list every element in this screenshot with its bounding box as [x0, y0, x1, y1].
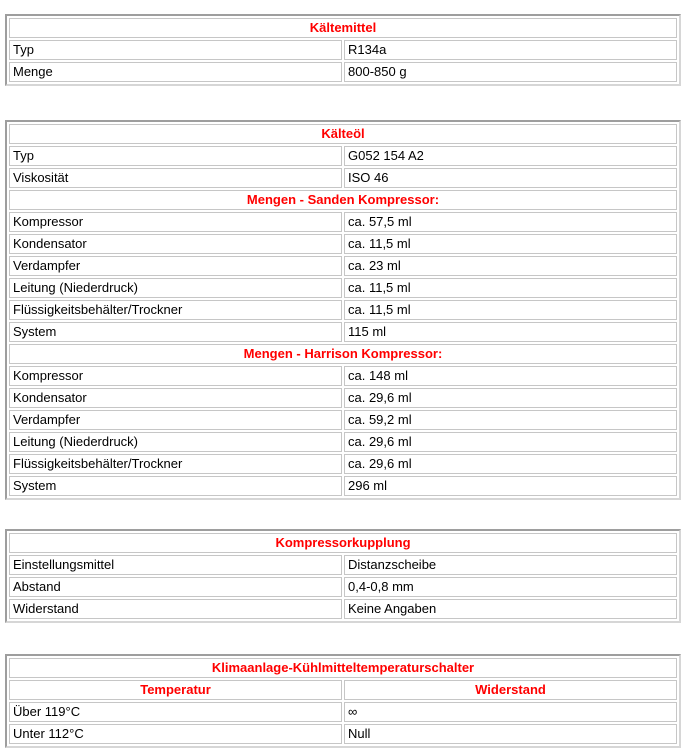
row-value: ca. 11,5 ml [344, 278, 677, 298]
table-row [9, 62, 677, 82]
row-label: Menge [9, 62, 342, 82]
row-label: Leitung (Niederdruck) [9, 278, 342, 298]
table-title-row [9, 18, 677, 38]
table-row [9, 476, 677, 496]
row-label: Kondensator [9, 234, 342, 254]
table-title-row [9, 533, 677, 553]
section-header-row [9, 190, 677, 210]
row-value: 296 ml [344, 476, 677, 496]
table-title: Kältemittel [9, 18, 677, 38]
row-label: Kondensator [9, 388, 342, 408]
table-kuehlmitteltemperaturschalter [5, 654, 681, 748]
row-label: Verdampfer [9, 256, 342, 276]
row-value: ca. 29,6 ml [344, 454, 677, 474]
table-row [9, 388, 677, 408]
table-row [9, 555, 677, 575]
row-value: ca. 29,6 ml [344, 432, 677, 452]
column-header-row [9, 680, 677, 700]
section-header: Mengen - Harrison Kompressor: [9, 344, 677, 364]
table-row [9, 212, 677, 232]
row-value: 0,4-0,8 mm [344, 577, 677, 597]
table-title: Kompressorkupplung [9, 533, 677, 553]
row-value: R134a [344, 40, 677, 60]
row-value: ca. 59,2 ml [344, 410, 677, 430]
row-label: Einstellungsmittel [9, 555, 342, 575]
table-row [9, 724, 677, 744]
table-row [9, 278, 677, 298]
row-label: Flüssigkeitsbehälter/Trockner [9, 300, 342, 320]
row-label: Typ [9, 40, 342, 60]
column-header-widerstand: Widerstand [344, 680, 677, 700]
row-value: ca. 148 ml [344, 366, 677, 386]
table-row [9, 256, 677, 276]
table-row [9, 702, 677, 722]
row-value: 115 ml [344, 322, 677, 342]
table-row [9, 234, 677, 254]
row-value: ∞ [344, 702, 677, 722]
row-value: ca. 29,6 ml [344, 388, 677, 408]
row-value: ISO 46 [344, 168, 677, 188]
table-kaelteoel [5, 120, 681, 500]
row-value: Distanzscheibe [344, 555, 677, 575]
table-title-row [9, 658, 677, 678]
table-title: Klimaanlage-Kühlmitteltemperaturschalter [9, 658, 677, 678]
row-value: 800-850 g [344, 62, 677, 82]
section-header: Mengen - Sanden Kompressor: [9, 190, 677, 210]
table-row [9, 168, 677, 188]
row-label: System [9, 476, 342, 496]
column-header-temperatur: Temperatur [9, 680, 342, 700]
table-kaeltemittel [5, 14, 681, 86]
row-value: Null [344, 724, 677, 744]
table-row [9, 577, 677, 597]
table-kompressorkupplung [5, 529, 681, 623]
row-label: Über 119°C [9, 702, 342, 722]
row-label: Typ [9, 146, 342, 166]
table-row [9, 40, 677, 60]
table-row [9, 322, 677, 342]
row-label: Leitung (Niederdruck) [9, 432, 342, 452]
row-label: Unter 112°C [9, 724, 342, 744]
table-row [9, 146, 677, 166]
row-label: Kompressor [9, 366, 342, 386]
row-value: ca. 11,5 ml [344, 234, 677, 254]
row-label: Verdampfer [9, 410, 342, 430]
row-label: Kompressor [9, 212, 342, 232]
row-value: ca. 57,5 ml [344, 212, 677, 232]
table-row [9, 410, 677, 430]
table-row [9, 599, 677, 619]
table-row [9, 432, 677, 452]
row-value: ca. 11,5 ml [344, 300, 677, 320]
row-label: System [9, 322, 342, 342]
row-value: ca. 23 ml [344, 256, 677, 276]
row-label: Flüssigkeitsbehälter/Trockner [9, 454, 342, 474]
row-label: Viskosität [9, 168, 342, 188]
section-header-row [9, 344, 677, 364]
table-row [9, 454, 677, 474]
row-value: Keine Angaben [344, 599, 677, 619]
table-title-row [9, 124, 677, 144]
table-row [9, 366, 677, 386]
table-title: Kälteöl [9, 124, 677, 144]
row-label: Abstand [9, 577, 342, 597]
table-row [9, 300, 677, 320]
row-value: G052 154 A2 [344, 146, 677, 166]
row-label: Widerstand [9, 599, 342, 619]
